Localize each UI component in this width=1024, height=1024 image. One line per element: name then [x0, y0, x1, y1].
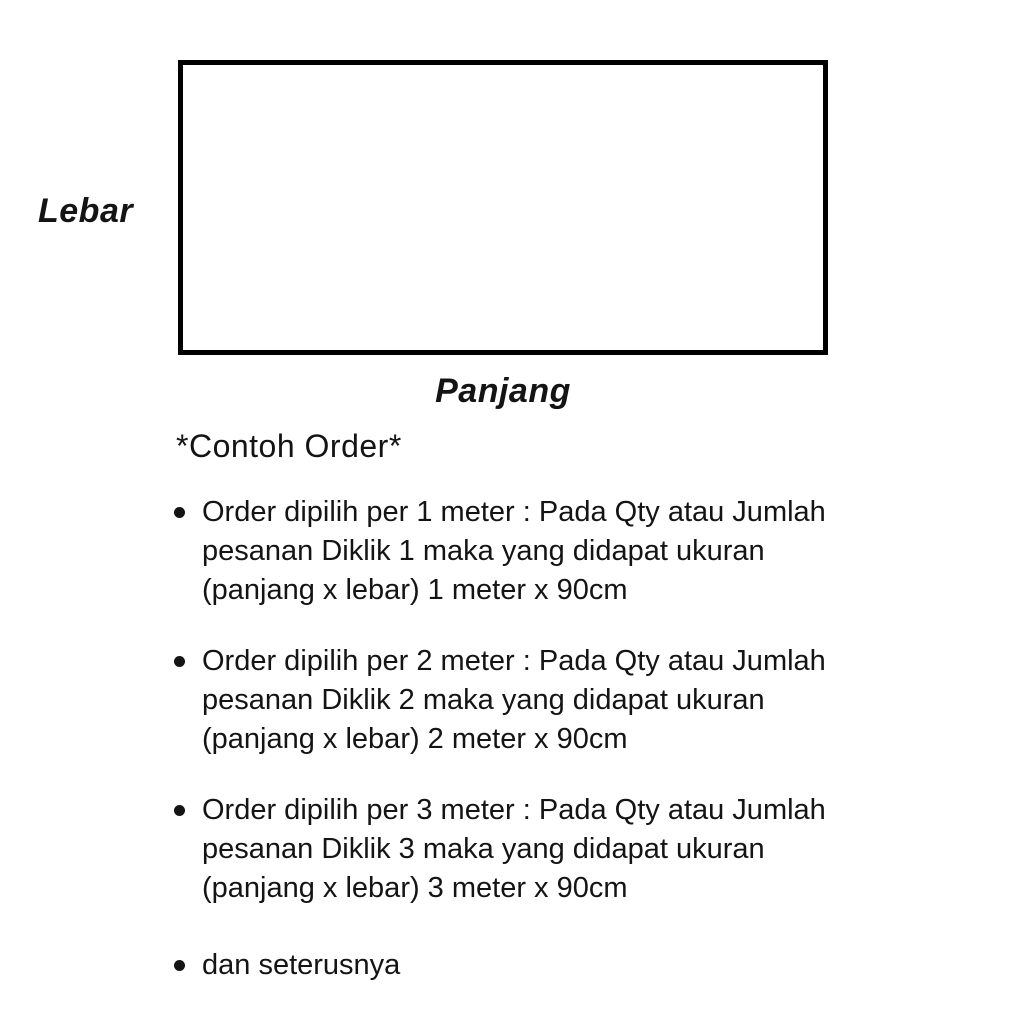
- bullet-line: (panjang x lebar) 2 meter x 90cm: [202, 723, 628, 755]
- bullet-line: dan seterusnya: [202, 949, 401, 981]
- length-label: Panjang: [435, 372, 571, 410]
- list-item-order-1-meter: [172, 493, 1002, 610]
- bullet-line: (panjang x lebar) 1 meter x 90cm: [202, 574, 628, 606]
- width-label: Lebar: [38, 192, 134, 230]
- bullet-line: (panjang x lebar) 3 meter x 90cm: [202, 872, 628, 904]
- contoh-order-heading: *Contoh Order*: [176, 428, 402, 464]
- order-instructions-list: [172, 493, 1002, 985]
- list-item-order-2-meter: [172, 642, 1002, 759]
- bullet-line: pesanan Diklik 3 maka yang didapat ukuran: [202, 833, 765, 865]
- bullet-line: pesanan Diklik 1 maka yang didapat ukuran: [202, 535, 765, 567]
- bullet-line: Order dipilih per 2 meter : Pada Qty atau Jumlah: [202, 645, 826, 677]
- list-item-dan-seterusnya: [172, 946, 1002, 985]
- bullet-line: Order dipilih per 1 meter : Pada Qty atau Jumlah: [202, 496, 826, 528]
- dimension-rectangle: [178, 60, 828, 355]
- list-item-order-3-meter: [172, 791, 1002, 908]
- bullet-line: pesanan Diklik 2 maka yang didapat ukuran: [202, 684, 765, 716]
- order-instructions: [172, 428, 1002, 985]
- bullet-line: Order dipilih per 3 meter : Pada Qty atau Jumlah: [202, 794, 826, 826]
